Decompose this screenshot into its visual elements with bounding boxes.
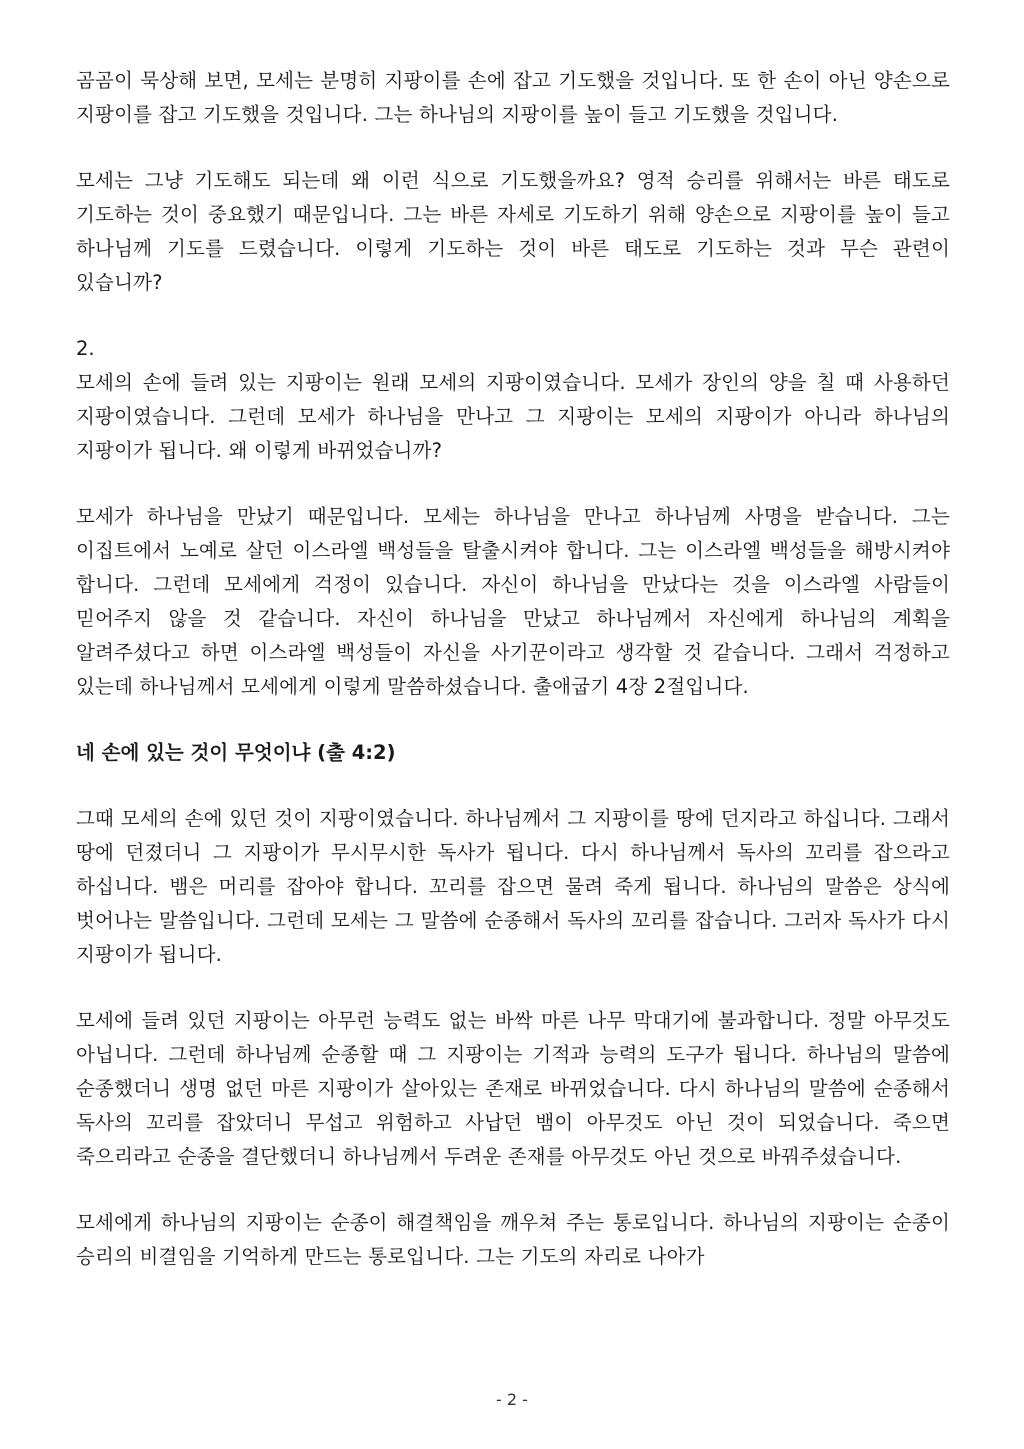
document-body [76, 64, 950, 1274]
paragraph: 모세에 들려 있던 지팡이는 아무런 능력도 없는 바싹 마른 나무 막대기에 불과합니다. 정말 아무것도 아닙니다. 그런데 하나님께 순종할 때 그 지팡이는 기적과 능력의 도구가 됩니다. 하나님의 말씀에 순종했더니 생명 없던 마른 지팡이가 살아있는 존재로 바뀌었습니다. 다시 하나님의 말씀에 순종해서 독사의 꼬리를 잡았더니 무섭고 위험하고 사납던 뱀이 아무것도 아닌 것이 되었습니다. 죽으면 죽으리라고 순종을 결단했더니 하나님께서 두려운 존재를 아무것도 아닌 것으로 바꿔주셨습니다. [76, 1009, 950, 1168]
section-number: 2. [76, 337, 95, 360]
paragraph: 곰곰이 묵상해 보면, 모세는 분명히 지팡이를 손에 잡고 기도했을 것입니다. 또 한 손이 아닌 양손으로 지팡이를 잡고 기도했을 것입니다. 그는 하나님의 지팡이를 높이 들고 기도했을 것입니다. [76, 69, 950, 126]
paragraph: 그때 모세의 손에 있던 것이 지팡이였습니다. 하나님께서 그 지팡이를 땅에 던지라고 하십니다. 그래서 땅에 던졌더니 그 지팡이가 무시무시한 독사가 됩니다. 다시 하나님께서 독사의 꼬리를 잡으라고 하십니다. 뱀은 머리를 잡아야 합니다. 꼬리를 잡으면 물려 죽게 됩니다. 하나님의 말씀은 상식에 벗어나는 말씀입니다. 그런데 모세는 그 말씀에 순종해서 독사의 꼬리를 잡습니다. 그러자 독사가 다시 지팡이가 됩니다. [76, 807, 950, 966]
paragraph: 모세는 그냥 기도해도 되는데 왜 이런 식으로 기도했을까요? 영적 승리를 위해서는 바른 태도로 기도하는 것이 중요했기 때문입니다. 그는 바른 자세로 기도하기 위해 양손으로 지팡이를 높이 들고 하나님께 기도를 드렸습니다. 이렇게 기도하는 것이 바른 태도로 기도하는 것과 무슨 관련이 있습니까? [76, 169, 950, 294]
scripture-verse: 네 손에 있는 것이 무엇이냐 (출 4:2) [76, 741, 396, 764]
page-number: - 2 - [496, 1390, 528, 1409]
paragraph: 모세에게 하나님의 지팡이는 순종이 해결책임을 깨우쳐 주는 통로입니다. 하나님의 지팡이는 순종이 승리의 비결임을 기억하게 만드는 통로입니다. 그는 기도의 자리로 나아가 [76, 1211, 950, 1268]
paragraph: 모세의 손에 들려 있는 지팡이는 원래 모세의 지팡이였습니다. 모세가 장인의 양을 칠 때 사용하던 지팡이였습니다. 그런데 모세가 하나님을 만나고 그 지팡이는 모세의 지팡이가 아니라 하나님의 지팡이가 됩니다. 왜 이렇게 바뀌었습니까? [76, 371, 950, 462]
paragraph: 모세가 하나님을 만났기 때문입니다. 모세는 하나님을 만나고 하나님께 사명을 받습니다. 그는 이집트에서 노예로 살던 이스라엘 백성들을 탈출시켜야 합니다. 그는 이스라엘 백성들을 해방시켜야 합니다. 그런데 모세에게 걱정이 있습니다. 자신이 하나님을 만났다는 것을 이스라엘 사람들이 믿어주지 않을 것 같습니다. 자신이 하나님을 만났고 하나님께서 자신에게 하나님의 계획을 알려주셨다고 하면 이스라엘 백성들이 자신을 사기꾼이라고 생각할 것 같습니다. 그래서 걱정하고 있는데 하나님께서 모세에게 이렇게 말씀하셨습니다. 출애굽기 4장 2절입니다. [76, 505, 950, 698]
